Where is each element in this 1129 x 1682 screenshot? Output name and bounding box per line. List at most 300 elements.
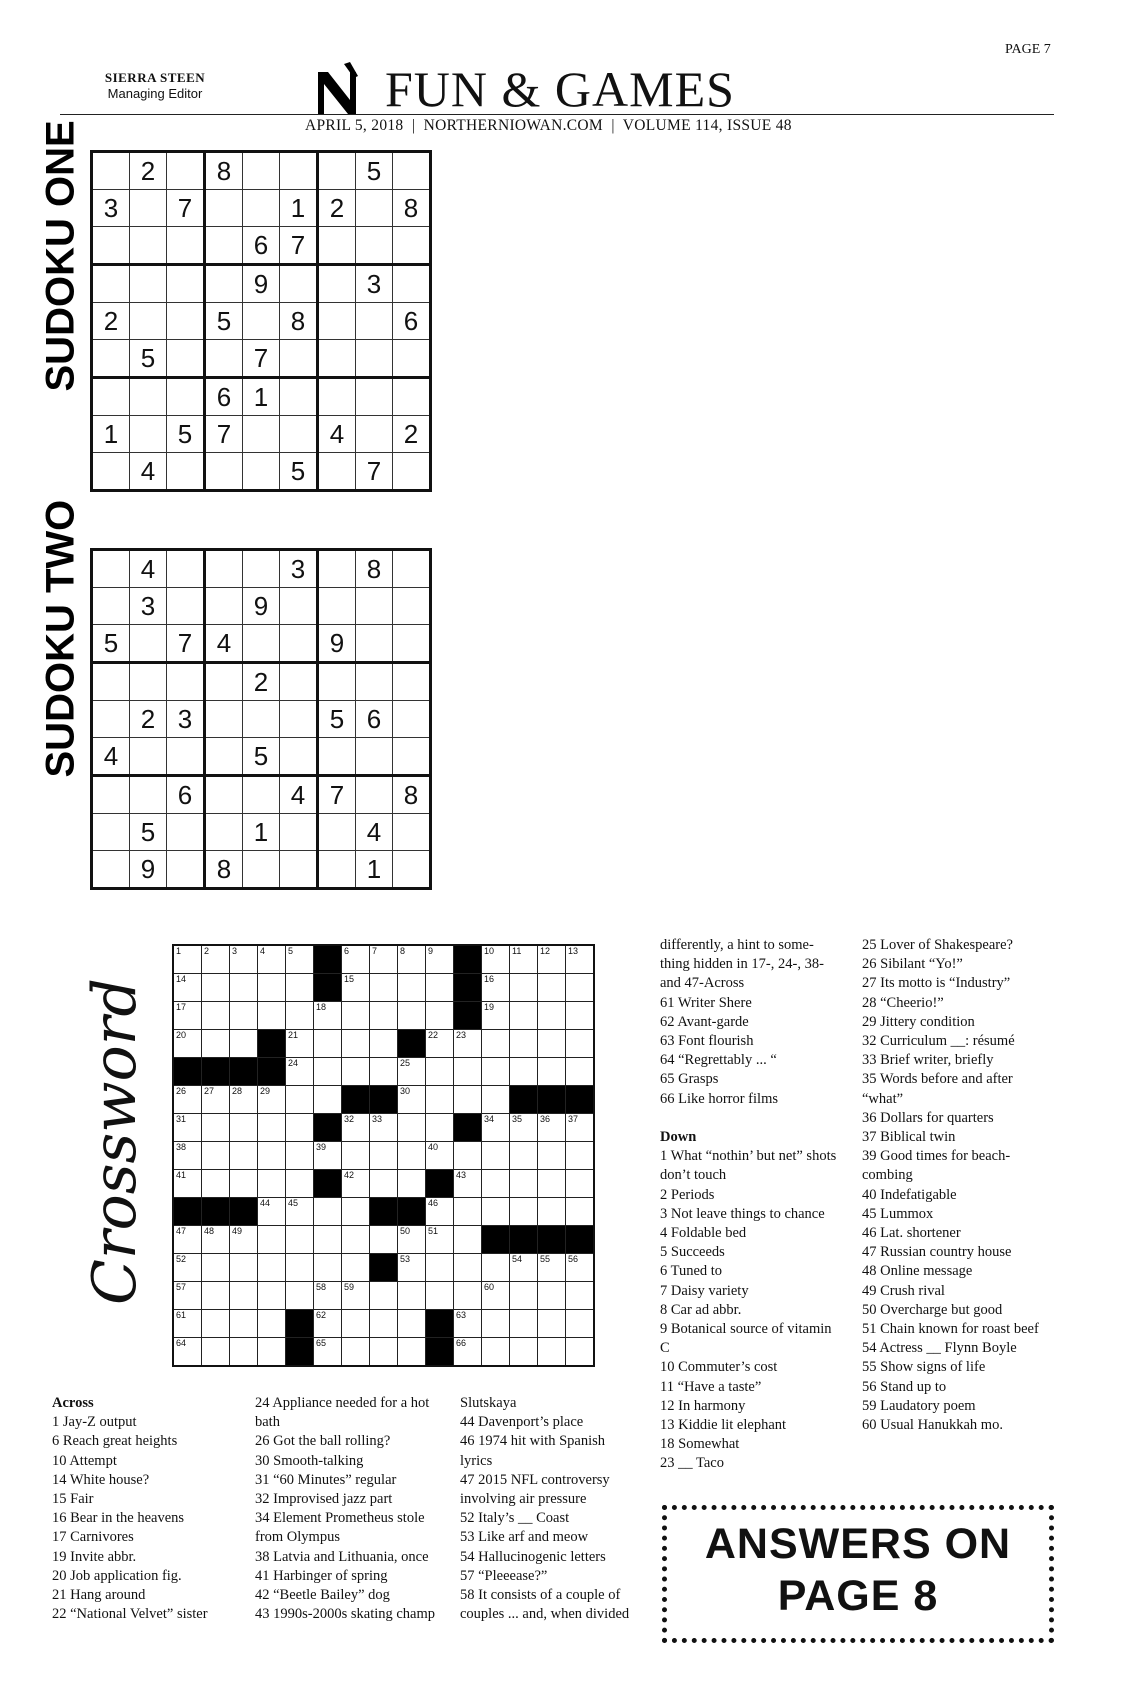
sudoku-cell[interactable]	[167, 814, 205, 851]
sudoku-cell[interactable]	[92, 701, 130, 738]
crossword-cell[interactable]	[173, 1310, 202, 1338]
sudoku-cell[interactable]: 3	[356, 265, 393, 303]
crossword-cell[interactable]	[454, 1310, 482, 1338]
sudoku-cell[interactable]	[318, 378, 356, 416]
crossword-cell[interactable]	[370, 1058, 398, 1086]
crossword-cell[interactable]	[566, 1254, 595, 1282]
crossword-cell[interactable]	[510, 1170, 538, 1198]
sudoku-cell[interactable]: 2	[130, 152, 167, 190]
crossword-cell[interactable]	[370, 1282, 398, 1310]
crossword-cell[interactable]	[454, 1086, 482, 1114]
crossword-cell[interactable]	[314, 1226, 342, 1254]
crossword-cell[interactable]	[482, 1198, 510, 1226]
crossword-cell[interactable]	[342, 1114, 370, 1142]
sudoku-cell[interactable]	[205, 453, 243, 491]
sudoku-cell[interactable]	[393, 550, 431, 588]
crossword-cell[interactable]	[426, 1142, 454, 1170]
crossword-cell[interactable]	[454, 1282, 482, 1310]
sudoku-cell[interactable]	[205, 738, 243, 776]
crossword-cell[interactable]	[230, 1226, 258, 1254]
crossword-cell[interactable]	[202, 974, 230, 1002]
crossword-cell[interactable]	[510, 974, 538, 1002]
sudoku-cell[interactable]: 1	[243, 378, 280, 416]
crossword-cell[interactable]	[173, 1254, 202, 1282]
crossword-cell[interactable]	[398, 974, 426, 1002]
crossword-cell[interactable]	[566, 1058, 595, 1086]
crossword-cell[interactable]	[454, 1198, 482, 1226]
sudoku-cell[interactable]: 5	[167, 416, 205, 453]
crossword-cell[interactable]	[230, 1170, 258, 1198]
sudoku-cell[interactable]: 3	[280, 550, 318, 588]
crossword-cell[interactable]	[202, 1170, 230, 1198]
crossword-cell[interactable]	[314, 1030, 342, 1058]
sudoku-cell[interactable]: 6	[356, 701, 393, 738]
crossword-cell[interactable]	[286, 1198, 314, 1226]
sudoku-cell[interactable]: 5	[243, 738, 280, 776]
sudoku-cell[interactable]	[280, 814, 318, 851]
crossword-cell[interactable]	[314, 1254, 342, 1282]
sudoku-cell[interactable]	[356, 340, 393, 378]
crossword-cell[interactable]	[342, 1058, 370, 1086]
sudoku-cell[interactable]	[130, 625, 167, 663]
sudoku-cell[interactable]: 2	[243, 663, 280, 701]
sudoku-cell[interactable]: 7	[280, 227, 318, 265]
crossword-cell[interactable]	[230, 1338, 258, 1367]
crossword-cell[interactable]	[538, 1114, 566, 1142]
crossword-cell[interactable]	[538, 974, 566, 1002]
sudoku-cell[interactable]	[280, 378, 318, 416]
crossword-cell[interactable]	[230, 1086, 258, 1114]
sudoku-cell[interactable]: 5	[92, 625, 130, 663]
crossword-cell[interactable]	[510, 1338, 538, 1367]
sudoku-cell[interactable]	[393, 814, 431, 851]
sudoku-cell[interactable]	[167, 550, 205, 588]
crossword-cell[interactable]	[314, 1142, 342, 1170]
sudoku-cell[interactable]	[92, 152, 130, 190]
sudoku-cell[interactable]	[356, 738, 393, 776]
sudoku-cell[interactable]	[280, 340, 318, 378]
sudoku-cell[interactable]	[92, 340, 130, 378]
crossword-cell[interactable]	[538, 1002, 566, 1030]
crossword-cell[interactable]	[314, 1338, 342, 1367]
crossword-cell[interactable]	[426, 1058, 454, 1086]
sudoku-cell[interactable]: 6	[205, 378, 243, 416]
sudoku-cell[interactable]	[205, 776, 243, 814]
crossword-cell[interactable]	[482, 1338, 510, 1367]
crossword-cell[interactable]	[258, 974, 286, 1002]
crossword-cell[interactable]	[202, 1310, 230, 1338]
crossword-cell[interactable]	[230, 1142, 258, 1170]
sudoku-cell[interactable]	[92, 588, 130, 625]
sudoku-cell[interactable]	[205, 588, 243, 625]
sudoku-cell[interactable]	[243, 453, 280, 491]
crossword-cell[interactable]	[258, 1310, 286, 1338]
sudoku-cell[interactable]: 5	[280, 453, 318, 491]
sudoku-cell[interactable]	[318, 851, 356, 889]
crossword-cell[interactable]	[398, 1226, 426, 1254]
sudoku-cell[interactable]: 6	[167, 776, 205, 814]
crossword-cell[interactable]	[398, 1086, 426, 1114]
crossword-cell[interactable]	[342, 1198, 370, 1226]
crossword-cell[interactable]	[482, 1114, 510, 1142]
sudoku-cell[interactable]	[393, 738, 431, 776]
crossword-cell[interactable]	[398, 1254, 426, 1282]
crossword-cell[interactable]	[482, 1310, 510, 1338]
sudoku-cell[interactable]	[318, 453, 356, 491]
sudoku-cell[interactable]: 8	[205, 152, 243, 190]
crossword-cell[interactable]	[258, 1282, 286, 1310]
sudoku-cell[interactable]	[167, 738, 205, 776]
crossword-cell[interactable]	[538, 1170, 566, 1198]
crossword-cell[interactable]	[314, 1086, 342, 1114]
sudoku-cell[interactable]	[243, 776, 280, 814]
crossword-cell[interactable]	[258, 945, 286, 974]
sudoku-cell[interactable]	[243, 190, 280, 227]
crossword-cell[interactable]	[426, 1254, 454, 1282]
crossword-cell[interactable]	[314, 1002, 342, 1030]
crossword-cell[interactable]	[173, 1338, 202, 1367]
sudoku-cell[interactable]	[167, 663, 205, 701]
sudoku-cell[interactable]	[356, 378, 393, 416]
crossword-cell[interactable]	[482, 945, 510, 974]
sudoku-cell[interactable]	[393, 378, 431, 416]
sudoku-cell[interactable]	[393, 265, 431, 303]
crossword-cell[interactable]	[202, 1086, 230, 1114]
crossword-cell[interactable]	[510, 1198, 538, 1226]
sudoku-cell[interactable]: 4	[280, 776, 318, 814]
crossword-cell[interactable]	[286, 1226, 314, 1254]
sudoku-cell[interactable]	[318, 663, 356, 701]
sudoku-cell[interactable]: 7	[318, 776, 356, 814]
crossword-cell[interactable]	[286, 1002, 314, 1030]
sudoku-cell[interactable]	[92, 550, 130, 588]
sudoku-cell[interactable]: 9	[318, 625, 356, 663]
sudoku-cell[interactable]	[243, 152, 280, 190]
crossword-cell[interactable]	[510, 945, 538, 974]
sudoku-cell[interactable]	[318, 550, 356, 588]
sudoku-cell[interactable]	[130, 663, 167, 701]
crossword-cell[interactable]	[454, 1030, 482, 1058]
sudoku-cell[interactable]: 5	[205, 303, 243, 340]
crossword-cell[interactable]	[342, 1282, 370, 1310]
crossword-cell[interactable]	[482, 1170, 510, 1198]
sudoku-cell[interactable]: 3	[92, 190, 130, 227]
sudoku-cell[interactable]	[92, 851, 130, 889]
crossword-cell[interactable]	[370, 1142, 398, 1170]
sudoku-cell[interactable]	[318, 588, 356, 625]
crossword-cell[interactable]	[173, 945, 202, 974]
sudoku-cell[interactable]	[356, 776, 393, 814]
sudoku-cell[interactable]	[205, 814, 243, 851]
crossword-cell[interactable]	[230, 1282, 258, 1310]
sudoku-cell[interactable]: 5	[130, 814, 167, 851]
sudoku-cell[interactable]	[393, 625, 431, 663]
sudoku-cell[interactable]: 8	[393, 776, 431, 814]
sudoku-cell[interactable]: 4	[130, 550, 167, 588]
sudoku-cell[interactable]	[393, 152, 431, 190]
crossword-cell[interactable]	[202, 1030, 230, 1058]
crossword-cell[interactable]	[230, 1254, 258, 1282]
sudoku-cell[interactable]	[205, 663, 243, 701]
sudoku-cell[interactable]	[356, 588, 393, 625]
crossword-cell[interactable]	[173, 974, 202, 1002]
sudoku-cell[interactable]: 1	[356, 851, 393, 889]
sudoku-cell[interactable]	[167, 588, 205, 625]
crossword-cell[interactable]	[342, 1142, 370, 1170]
crossword-cell[interactable]	[370, 945, 398, 974]
sudoku-cell[interactable]: 5	[130, 340, 167, 378]
crossword-cell[interactable]	[342, 974, 370, 1002]
sudoku-cell[interactable]: 8	[280, 303, 318, 340]
crossword-cell[interactable]	[398, 1114, 426, 1142]
crossword-cell[interactable]	[482, 1282, 510, 1310]
sudoku-cell[interactable]	[205, 550, 243, 588]
sudoku-cell[interactable]	[318, 340, 356, 378]
crossword-cell[interactable]	[426, 1086, 454, 1114]
sudoku-cell[interactable]	[280, 663, 318, 701]
crossword-cell[interactable]	[398, 945, 426, 974]
sudoku-cell[interactable]: 1	[280, 190, 318, 227]
sudoku-cell[interactable]: 5	[356, 152, 393, 190]
crossword-cell[interactable]	[398, 1170, 426, 1198]
crossword-cell[interactable]	[230, 1030, 258, 1058]
crossword-cell[interactable]	[566, 1002, 595, 1030]
crossword-cell[interactable]	[538, 945, 566, 974]
sudoku-cell[interactable]	[130, 378, 167, 416]
sudoku-cell[interactable]	[130, 190, 167, 227]
crossword-cell[interactable]	[398, 1142, 426, 1170]
crossword-cell[interactable]	[314, 1282, 342, 1310]
sudoku-cell[interactable]	[167, 453, 205, 491]
sudoku-cell[interactable]	[280, 851, 318, 889]
crossword-cell[interactable]	[398, 1058, 426, 1086]
sudoku-cell[interactable]	[393, 701, 431, 738]
sudoku-cell[interactable]: 7	[167, 625, 205, 663]
sudoku-cell[interactable]	[393, 851, 431, 889]
crossword-cell[interactable]	[398, 1310, 426, 1338]
crossword-cell[interactable]	[370, 1030, 398, 1058]
sudoku-cell[interactable]: 6	[393, 303, 431, 340]
sudoku-cell[interactable]	[280, 152, 318, 190]
sudoku-one-grid[interactable]	[90, 150, 432, 492]
sudoku-cell[interactable]: 1	[92, 416, 130, 453]
crossword-cell[interactable]	[230, 1310, 258, 1338]
sudoku-cell[interactable]: 3	[167, 701, 205, 738]
sudoku-cell[interactable]: 8	[205, 851, 243, 889]
crossword-cell[interactable]	[454, 1338, 482, 1367]
sudoku-cell[interactable]	[243, 416, 280, 453]
sudoku-cell[interactable]	[167, 303, 205, 340]
crossword-cell[interactable]	[258, 1002, 286, 1030]
crossword-cell[interactable]	[314, 1198, 342, 1226]
sudoku-cell[interactable]	[92, 453, 130, 491]
sudoku-cell[interactable]	[167, 265, 205, 303]
crossword-cell[interactable]	[426, 1198, 454, 1226]
crossword-cell[interactable]	[566, 1198, 595, 1226]
crossword-cell[interactable]	[566, 974, 595, 1002]
crossword-cell[interactable]	[202, 1142, 230, 1170]
crossword-cell[interactable]	[426, 1226, 454, 1254]
crossword-cell[interactable]	[510, 1282, 538, 1310]
crossword-cell[interactable]	[426, 974, 454, 1002]
crossword-cell[interactable]	[482, 1086, 510, 1114]
crossword-cell[interactable]	[538, 1254, 566, 1282]
crossword-cell[interactable]	[566, 1310, 595, 1338]
crossword-cell[interactable]	[258, 1114, 286, 1142]
crossword-cell[interactable]	[370, 1226, 398, 1254]
crossword-cell[interactable]	[538, 1282, 566, 1310]
sudoku-cell[interactable]	[243, 851, 280, 889]
crossword-cell[interactable]	[202, 1226, 230, 1254]
crossword-cell[interactable]	[202, 1002, 230, 1030]
sudoku-two-grid[interactable]	[90, 548, 432, 890]
sudoku-cell[interactable]	[318, 814, 356, 851]
crossword-cell[interactable]	[342, 1310, 370, 1338]
sudoku-cell[interactable]	[92, 663, 130, 701]
sudoku-cell[interactable]	[356, 663, 393, 701]
crossword-cell[interactable]	[510, 1142, 538, 1170]
crossword-cell[interactable]	[370, 1310, 398, 1338]
sudoku-cell[interactable]: 7	[243, 340, 280, 378]
sudoku-cell[interactable]	[167, 227, 205, 265]
sudoku-cell[interactable]	[280, 265, 318, 303]
crossword-cell[interactable]	[510, 1254, 538, 1282]
crossword-cell[interactable]	[538, 1310, 566, 1338]
sudoku-cell[interactable]	[393, 453, 431, 491]
crossword-cell[interactable]	[538, 1058, 566, 1086]
crossword-cell[interactable]	[202, 1254, 230, 1282]
crossword-cell[interactable]	[398, 1002, 426, 1030]
crossword-cell[interactable]	[566, 1282, 595, 1310]
crossword-cell[interactable]	[258, 1142, 286, 1170]
crossword-cell[interactable]	[173, 1030, 202, 1058]
crossword-cell[interactable]	[566, 1142, 595, 1170]
sudoku-cell[interactable]	[92, 227, 130, 265]
sudoku-cell[interactable]	[318, 738, 356, 776]
crossword-cell[interactable]	[454, 1058, 482, 1086]
crossword-cell[interactable]	[173, 1226, 202, 1254]
sudoku-cell[interactable]	[243, 625, 280, 663]
crossword-cell[interactable]	[370, 1338, 398, 1367]
sudoku-cell[interactable]	[318, 227, 356, 265]
sudoku-cell[interactable]	[167, 340, 205, 378]
crossword-cell[interactable]	[173, 1114, 202, 1142]
sudoku-cell[interactable]	[243, 701, 280, 738]
sudoku-cell[interactable]	[92, 265, 130, 303]
crossword-cell[interactable]	[482, 1254, 510, 1282]
sudoku-cell[interactable]	[318, 303, 356, 340]
crossword-cell[interactable]	[173, 1282, 202, 1310]
crossword-cell[interactable]	[314, 1058, 342, 1086]
sudoku-cell[interactable]: 4	[205, 625, 243, 663]
crossword-cell[interactable]	[173, 1002, 202, 1030]
sudoku-cell[interactable]	[356, 625, 393, 663]
crossword-cell[interactable]	[286, 1142, 314, 1170]
sudoku-cell[interactable]: 7	[167, 190, 205, 227]
sudoku-cell[interactable]	[356, 303, 393, 340]
sudoku-cell[interactable]: 2	[393, 416, 431, 453]
crossword-cell[interactable]	[342, 945, 370, 974]
sudoku-cell[interactable]: 9	[243, 588, 280, 625]
crossword-cell[interactable]	[258, 1226, 286, 1254]
sudoku-cell[interactable]	[130, 265, 167, 303]
crossword-cell[interactable]	[566, 945, 595, 974]
crossword-cell[interactable]	[538, 1142, 566, 1170]
crossword-cell[interactable]	[286, 1058, 314, 1086]
crossword-cell[interactable]	[538, 1198, 566, 1226]
crossword-cell[interactable]	[314, 1310, 342, 1338]
crossword-cell[interactable]	[258, 1086, 286, 1114]
crossword-cell[interactable]	[538, 1338, 566, 1367]
crossword-cell[interactable]	[454, 1254, 482, 1282]
sudoku-cell[interactable]	[130, 776, 167, 814]
sudoku-cell[interactable]	[167, 851, 205, 889]
crossword-cell[interactable]	[370, 1114, 398, 1142]
crossword-cell[interactable]	[342, 1254, 370, 1282]
crossword-cell[interactable]	[482, 1030, 510, 1058]
crossword-cell[interactable]	[286, 1114, 314, 1142]
crossword-cell[interactable]	[286, 974, 314, 1002]
crossword-cell[interactable]	[566, 1114, 595, 1142]
crossword-cell[interactable]	[510, 1058, 538, 1086]
sudoku-cell[interactable]: 4	[356, 814, 393, 851]
sudoku-cell[interactable]	[205, 265, 243, 303]
sudoku-cell[interactable]	[356, 416, 393, 453]
crossword-cell[interactable]	[286, 945, 314, 974]
sudoku-cell[interactable]	[205, 340, 243, 378]
crossword-cell[interactable]	[202, 1282, 230, 1310]
sudoku-cell[interactable]: 6	[243, 227, 280, 265]
sudoku-cell[interactable]	[318, 265, 356, 303]
sudoku-cell[interactable]	[280, 738, 318, 776]
sudoku-cell[interactable]	[280, 416, 318, 453]
sudoku-cell[interactable]	[167, 378, 205, 416]
sudoku-cell[interactable]: 9	[243, 265, 280, 303]
sudoku-cell[interactable]	[167, 152, 205, 190]
maze-puzzle[interactable]	[468, 150, 1050, 920]
sudoku-cell[interactable]	[205, 701, 243, 738]
sudoku-cell[interactable]: 4	[130, 453, 167, 491]
sudoku-cell[interactable]	[356, 190, 393, 227]
crossword-cell[interactable]	[510, 1002, 538, 1030]
crossword-cell[interactable]	[342, 1226, 370, 1254]
crossword-cell[interactable]	[202, 1338, 230, 1367]
crossword-cell[interactable]	[230, 974, 258, 1002]
crossword-cell[interactable]	[510, 1114, 538, 1142]
crossword-cell[interactable]	[538, 1030, 566, 1058]
sudoku-cell[interactable]: 8	[393, 190, 431, 227]
crossword-cell[interactable]	[258, 1338, 286, 1367]
sudoku-cell[interactable]: 2	[92, 303, 130, 340]
crossword-cell[interactable]	[426, 1002, 454, 1030]
crossword-cell[interactable]	[342, 1338, 370, 1367]
crossword-cell[interactable]	[510, 1310, 538, 1338]
sudoku-cell[interactable]: 4	[92, 738, 130, 776]
crossword-cell[interactable]	[173, 1086, 202, 1114]
crossword-cell[interactable]	[426, 945, 454, 974]
sudoku-cell[interactable]: 5	[318, 701, 356, 738]
crossword-cell[interactable]	[230, 1114, 258, 1142]
sudoku-cell[interactable]	[318, 152, 356, 190]
sudoku-cell[interactable]	[130, 227, 167, 265]
crossword-cell[interactable]	[286, 1282, 314, 1310]
sudoku-cell[interactable]	[280, 701, 318, 738]
crossword-cell[interactable]	[426, 1114, 454, 1142]
crossword-cell[interactable]	[426, 1030, 454, 1058]
sudoku-cell[interactable]	[393, 588, 431, 625]
crossword-cell[interactable]	[482, 974, 510, 1002]
crossword-cell[interactable]	[370, 1170, 398, 1198]
